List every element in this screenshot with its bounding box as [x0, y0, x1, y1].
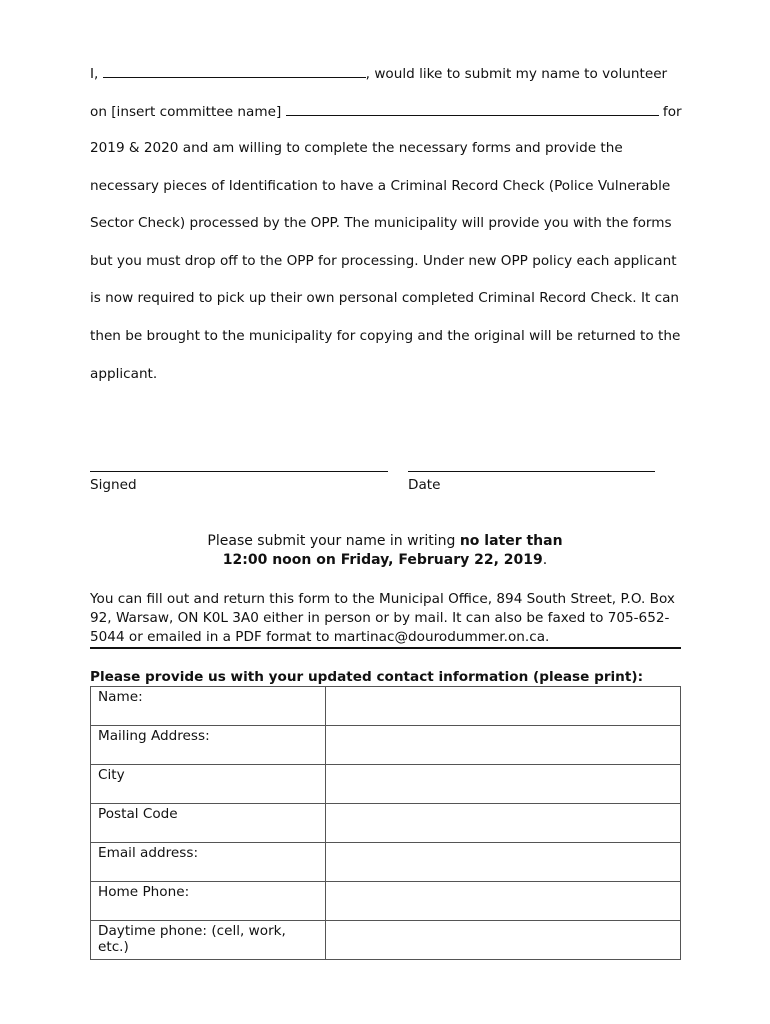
- contact-row: [91, 882, 681, 921]
- contact-row: [91, 804, 681, 843]
- intro-line-1: [90, 65, 667, 82]
- deadline-line-1: [90, 533, 680, 549]
- deadline-text: Please submit your name in writing: [207, 533, 460, 549]
- contact-field-input[interactable]: [326, 765, 681, 804]
- instructions-line: 92, Warsaw, ON K0L 3A0 either in person or by mail. It can also be faxed to 705-652-: [90, 610, 670, 626]
- intro-line: then be brought to the municipality for copying and the original will be returned to the: [90, 328, 681, 344]
- deadline-line-2: [90, 552, 680, 568]
- contact-field-label: Home Phone:: [91, 882, 326, 921]
- intro-line: Sector Check) processed by the OPP. The municipality will provide you with the forms: [90, 215, 672, 231]
- contact-row: [91, 687, 681, 726]
- intro-prefix: I,: [90, 66, 99, 82]
- contact-field-label: Daytime phone: (cell, work, etc.): [91, 921, 326, 960]
- contact-row: [91, 843, 681, 882]
- intro-line2-suffix: for: [662, 104, 682, 120]
- signature-line[interactable]: [90, 471, 388, 472]
- signed-label: Signed: [90, 477, 137, 493]
- contact-field-input[interactable]: [326, 726, 681, 765]
- deadline-bold-1: no later than: [459, 533, 563, 549]
- section-divider: [90, 647, 681, 649]
- intro-suffix: , would like to submit my name to volunteer: [365, 66, 668, 82]
- intro-line: 2019 & 2020 and am willing to complete the necessary forms and provide the: [90, 140, 623, 156]
- intro-line: is now required to pick up their own personal completed Criminal Record Check. It can: [90, 290, 680, 306]
- contact-field-input[interactable]: [326, 687, 681, 726]
- contact-field-label: Name:: [91, 687, 326, 726]
- contact-field-input[interactable]: [326, 882, 681, 921]
- contact-field-label: Mailing Address:: [91, 726, 326, 765]
- deadline-end: .: [542, 552, 548, 568]
- instructions-line: You can fill out and return this form to the Municipal Office, 894 South Street, P.O. Box: [90, 591, 675, 607]
- intro-line: but you must drop off to the OPP for processing. Under new OPP policy each applicant: [90, 253, 677, 269]
- intro-line: applicant.: [90, 366, 158, 382]
- contact-row: [91, 726, 681, 765]
- intro-line: necessary pieces of Identification to have a Criminal Record Check (Police Vulnerable: [90, 178, 671, 194]
- deadline-bold-2: 12:00 noon on Friday, February 22, 2019: [222, 552, 543, 568]
- committee-name-blank[interactable]: [286, 103, 659, 116]
- intro-line2-prefix: on [insert committee name]: [90, 104, 282, 120]
- contact-field-label: Email address:: [91, 843, 326, 882]
- date-line[interactable]: [408, 471, 655, 472]
- instructions-line: 5044 or emailed in a PDF format to martinac@dourodummer.on.ca.: [90, 629, 550, 645]
- contact-row: [91, 765, 681, 804]
- contact-field-input[interactable]: [326, 843, 681, 882]
- contact-field-label: City: [91, 765, 326, 804]
- contact-heading: Please provide us with your updated contact information (please print):: [90, 669, 644, 685]
- date-label: Date: [408, 477, 441, 493]
- intro-line-2: [90, 103, 682, 120]
- contact-table: [90, 686, 681, 960]
- contact-field-input[interactable]: [326, 921, 681, 960]
- contact-row: [91, 921, 681, 960]
- contact-field-input[interactable]: [326, 804, 681, 843]
- contact-field-label: Postal Code: [91, 804, 326, 843]
- volunteer-name-blank[interactable]: [103, 65, 366, 78]
